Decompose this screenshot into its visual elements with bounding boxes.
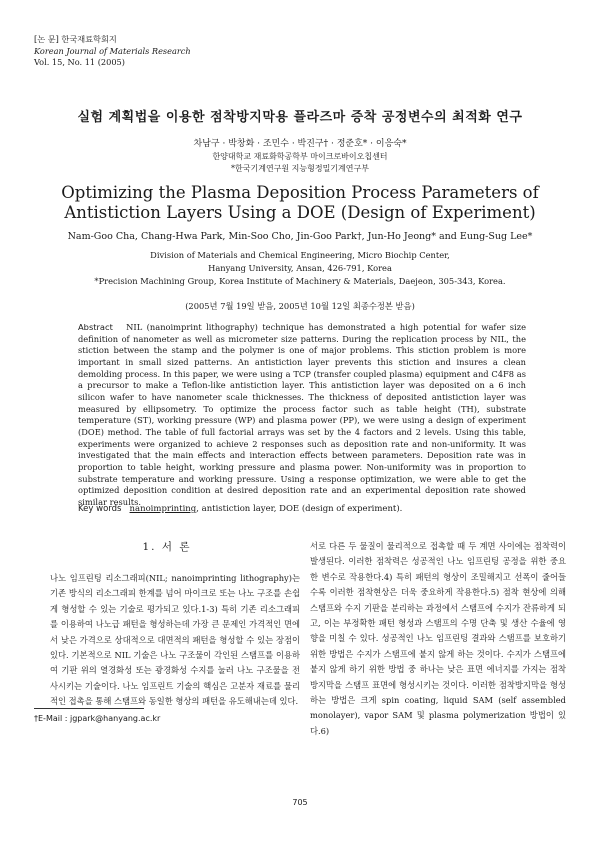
- korean-authors: 차남구 · 박창화 · 조민수 · 박진구† · 정준호* · 이응숙*: [193, 139, 407, 149]
- keywords-rest: , antistiction layer, DOE (design of experiment).: [196, 504, 403, 514]
- abstract-label: Abstract: [78, 322, 113, 332]
- received-dates: (2005년 7월 19일 받음, 2005년 10월 12일 최종수정본 받음): [185, 301, 415, 311]
- english-affiliations: [0, 249, 600, 288]
- page-number: 705: [292, 798, 308, 807]
- korean-affiliation-1: 한양대학교 재료화학공학부 마이크로바이오칩센터: [212, 152, 388, 161]
- korean-affiliation-2: *한국기계연구원 지능형정밀기계연구부: [231, 164, 369, 173]
- abstract-text: NIL (nanoimprint lithography) technique has demonstrated a high potential for wafer size definition of nanometer as well as micrometer size patterns. During the replication process by NIL, the stiction between the stamp and the polymer is one of major problems. This stiction problem is more important in small sized patterns. An antistiction layer prevents this stiction and insures a clean demolding process. In this paper, we were using a TCP (transfer coupled plasma) equipment and C4F8 as a precursor to make a Teflon-like antistiction layer. This antistiction layer was deposited on a 6 inch silicon wafer to have nanometer scale thicknesses. The thickness of deposited antistiction layer was measured by ellipsometry. To optimize the process factor such as table height (TH), substrate temperature (ST), working pressure (WP) and plasma power (PP), we were using a design of experiment (DOE) method. The table of full factorial arrays was set by the 4 factors and 2 levels. Using this table, experiments were organized to achieve 2 responses such as deposition rate and non-uniformity. It was investigated that the main effects and interaction effects between parameters. Deposition rate was in proportion to table height, working pressure and plasma power. Non-uniformity was in proportion to substrate temperature and working pressure. Using a response optimization, we were able to get the optimized deposition condition at desired deposition rate and an experimental deposition rate showed similar results.: [78, 322, 526, 507]
- korean-affiliations: [0, 151, 600, 175]
- left-column-text: 나노 임프린팅 리소그래피(NIL; nanoimprinting lithography)는 기존 방식의 리소그래피 한계를 넘어 마이크로 또는 나노 구조를 손쉽게 형성할 수 있는 기술로 평가되고 있다.1-3) 특히 기존 리소그래피를 이용하여 나노급 패턴을 형성하는데 가장 큰 문제인 가격적인 면에서 낮은 가격으로 상대적으로 대면적의 패턴을 형성할 수 있는 장점이 있다. 기본적으로 NIL 기술은 나노 구조물이 각인된 스탬프를 이용하여 기판 위의 열경화성 또는 광경화성 수지를 눌러 나노 구조물을 전사시키는 기술이다. 나노 임프린트 기술의 핵심은 고분자 재료를 물리적인 접촉을 통해 스탬프와 동일한 형상의 패턴을 유도해내는데 있다.: [50, 573, 300, 707]
- footnote: †E-Mail : jgpark@hanyang.ac.kr: [34, 714, 161, 723]
- right-column-text: 서로 다른 두 물질이 물리적으로 접촉할 때 두 계면 사이에는 점착력이 발생된다. 이러한 점착력은 성공적인 나노 임프린팅 공정을 위한 중요한 변수로 작용한다.4) 특히 패턴의 형상이 조밀해지고 선폭이 줄어들수록 이러한 점착현상은 더욱 중요하게 작용한다.5) 점착 현상에 의해 스탬프와 수지 기판을 분리하는 과정에서 스탬프에 수지가 잔류하게 되고, 이는 부정확한 패턴 형성과 스탬프의 수명 단축 및 생산 수율에 영향을 미칠 수 있다. 성공적인 나노 임프린팅 결과와 스탬프를 보호하기 위한 방법은 수지가 스탬프에 붙지 않게 하는 것이다. 수지가 스탬프에 붙지 않게 하기 위한 방법 중 하나는 낮은 표면 에너지를 가지는 점착 방지막을 스탬프 표면에 형성시키는 것이다. 이러한 점착방지막을 형성하는 방법은 크게 spin coating, liquid SAM (self assembled monolayer), vapor SAM 및 plasma polymerization 방법이 있다.6): [310, 541, 566, 736]
- english-authors: Nam-Goo Cha, Chang-Hwa Park, Min-Soo Cho, Jin-Goo Park†, Jun-Ho Jeong* and Eung-Sug Lee*: [67, 231, 533, 242]
- english-affiliation-3: *Precision Machining Group, Korea Institute of Machinery & Materials, Daejeon, 305-343, Korea.: [94, 276, 506, 286]
- section-heading: 1. 서 론: [142, 541, 192, 553]
- journal-header-line2: Korean Journal of Materials Research: [34, 45, 191, 56]
- english-title: [0, 183, 600, 223]
- journal-header-line1: [논 문] 한국재료학회지: [34, 34, 117, 44]
- keyword-first: nanoimprinting: [129, 504, 197, 514]
- english-title-line2: Antistiction Layers Using a DOE (Design of Experiment): [64, 203, 536, 222]
- journal-header: [34, 34, 191, 69]
- footnote-rule: [34, 708, 144, 709]
- journal-header-line3: Vol. 15, No. 11 (2005): [34, 57, 125, 67]
- english-affiliation-2: Hanyang University, Ansan, 426-791, Korea: [208, 263, 392, 273]
- english-title-line1: Optimizing the Plasma Deposition Process Parameters of: [61, 183, 539, 202]
- abstract: [78, 322, 526, 509]
- korean-title: 실험 계획법을 이용한 점착방지막용 플라즈마 증착 공정변수의 최적화 연구: [77, 110, 523, 125]
- english-affiliation-1: Division of Materials and Chemical Engineering, Micro Biochip Center,: [150, 250, 450, 260]
- keywords: [78, 504, 526, 514]
- keywords-label: Key words: [78, 504, 122, 514]
